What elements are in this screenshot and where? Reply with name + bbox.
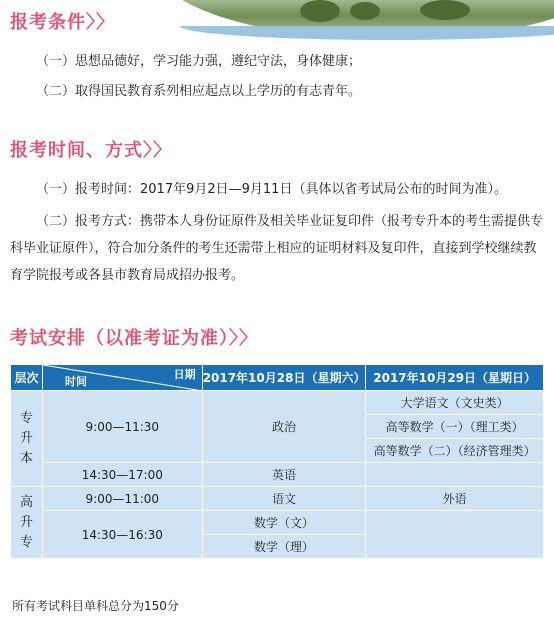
zsb-time-afternoon: 14:30—17:00 [42, 463, 202, 487]
level-gsz: 高 升 专 [11, 487, 43, 559]
time-item-1: （一）报考时间：2017年9月2日—9月11日（具体以省考试局公布的时间为准）。 [36, 182, 507, 197]
zsb-day2-afternoon-empty [366, 463, 544, 487]
header-day2: 2017年10月29日（星期日） [366, 365, 544, 391]
section-title-time-method: 报考时间、方式〉〉 [10, 140, 172, 161]
time-item-2: （二）报考方式：携带本人身份证原件及相关毕业证复印件（报考专升本的考生需提供专科毕业证原件），符合加分条件的考生还需带上相应的证明材料及复印件，直接到学校继续教育学院报考或各县市教育局成招办报考。 [10, 214, 544, 283]
gsz-day1-subject-2: 数学（理） [202, 535, 366, 559]
gsz-time-morning: 9:00—11:00 [42, 487, 202, 511]
section-title-exam: 考试安排（以准考证为准）〉〉 [10, 328, 258, 349]
header-date-label: 日期 [173, 368, 196, 381]
header-time-label: 时间 [64, 375, 87, 388]
header-day1: 2017年10月28日（星期六） [202, 365, 366, 391]
condition-item-1: （一）思想品德好，学习能力强，遵纪守法，身体健康； [36, 54, 362, 69]
gsz-day1-morning: 语文 [202, 487, 366, 511]
zsb-day1-morning: 政治 [202, 391, 366, 463]
section-title-conditions: 报考条件〉〉 [10, 12, 115, 33]
gsz-day2-morning: 外语 [366, 487, 544, 511]
zsb-day2-subject-3: 高等数学（二）（经济管理类） [366, 439, 544, 463]
footer-note: 所有考试科目单科总分为150分 [12, 599, 179, 613]
gsz-day2-afternoon-empty [366, 511, 544, 559]
zsb-day1-afternoon: 英语 [202, 463, 366, 487]
header-time-date [42, 365, 202, 391]
gsz-day1-subject-1: 数学（文） [202, 511, 366, 535]
header-level: 层次 [11, 365, 43, 391]
condition-item-2: （二）取得国民教育系列相应起点以上学历的有志青年。 [36, 84, 362, 99]
zsb-time-morning: 9:00—11:30 [42, 391, 202, 463]
zsb-day2-subject-2: 高等数学（一）（理工类） [366, 415, 544, 439]
level-zsb: 专 升 本 [11, 391, 43, 487]
exam-schedule-table [10, 364, 544, 559]
gsz-time-afternoon: 14:30—16:30 [42, 511, 202, 559]
zsb-day2-subject-1: 大学语文（文史类） [366, 391, 544, 415]
